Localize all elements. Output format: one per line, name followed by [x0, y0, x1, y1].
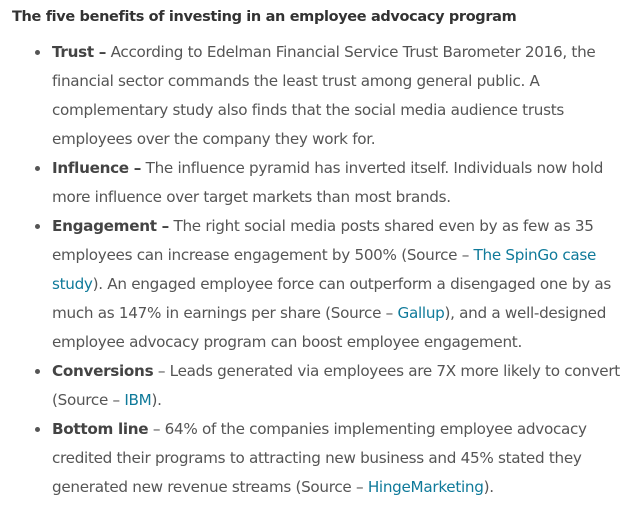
- benefit-text: ).: [483, 478, 494, 496]
- benefit-text: ).: [151, 391, 162, 409]
- ibm-link[interactable]: IBM: [124, 391, 152, 409]
- benefit-item-conversions: [52, 357, 633, 415]
- benefit-item-engagement: [52, 212, 633, 357]
- benefit-term: Trust –: [52, 43, 107, 61]
- benefit-text: ), and a well-designed employee advocacy program can boost employee engagement.: [52, 304, 607, 351]
- benefit-text: – 64% of the companies implementing employee advocacy credited their programs to attracting new business and 45% stated they generated new revenue streams (Source –: [52, 420, 587, 496]
- benefit-item-trust: [52, 38, 633, 154]
- benefit-text: The right social media posts shared even by as few as 35 employees can increase engagement by 500% (Source –: [52, 217, 594, 264]
- gallup-link[interactable]: Gallup: [397, 304, 445, 322]
- benefit-term: Conversions: [52, 362, 154, 380]
- benefit-item-bottom-line: [52, 415, 633, 502]
- benefit-term: Engagement –: [52, 217, 169, 235]
- benefit-text: ). An engaged employee force can outperform a disengaged one by as much as 147% in earnings per share (Source –: [52, 275, 611, 322]
- hingemarketing-link[interactable]: HingeMarketing: [367, 478, 484, 496]
- benefit-item-influence: [52, 154, 633, 212]
- benefit-text: – Leads generated via employees are 7X more likely to convert (Source –: [52, 362, 620, 409]
- spingo-case-study-link[interactable]: The SpinGo case study: [52, 246, 597, 293]
- section-heading: The five benefits of investing in an employee advocacy program: [12, 9, 517, 25]
- benefit-text: According to Edelman Financial Service Trust Barometer 2016, the financial sector commands the least trust among general public. A complementary study also finds that the social media audience trusts employees over the company they work for.: [52, 43, 596, 148]
- benefit-term: Bottom line: [52, 420, 149, 438]
- benefit-term: Influence –: [52, 159, 142, 177]
- benefits-list: [12, 38, 633, 502]
- benefit-text: The influence pyramid has inverted itself. Individuals now hold more influence over target markets than most brands.: [52, 159, 604, 206]
